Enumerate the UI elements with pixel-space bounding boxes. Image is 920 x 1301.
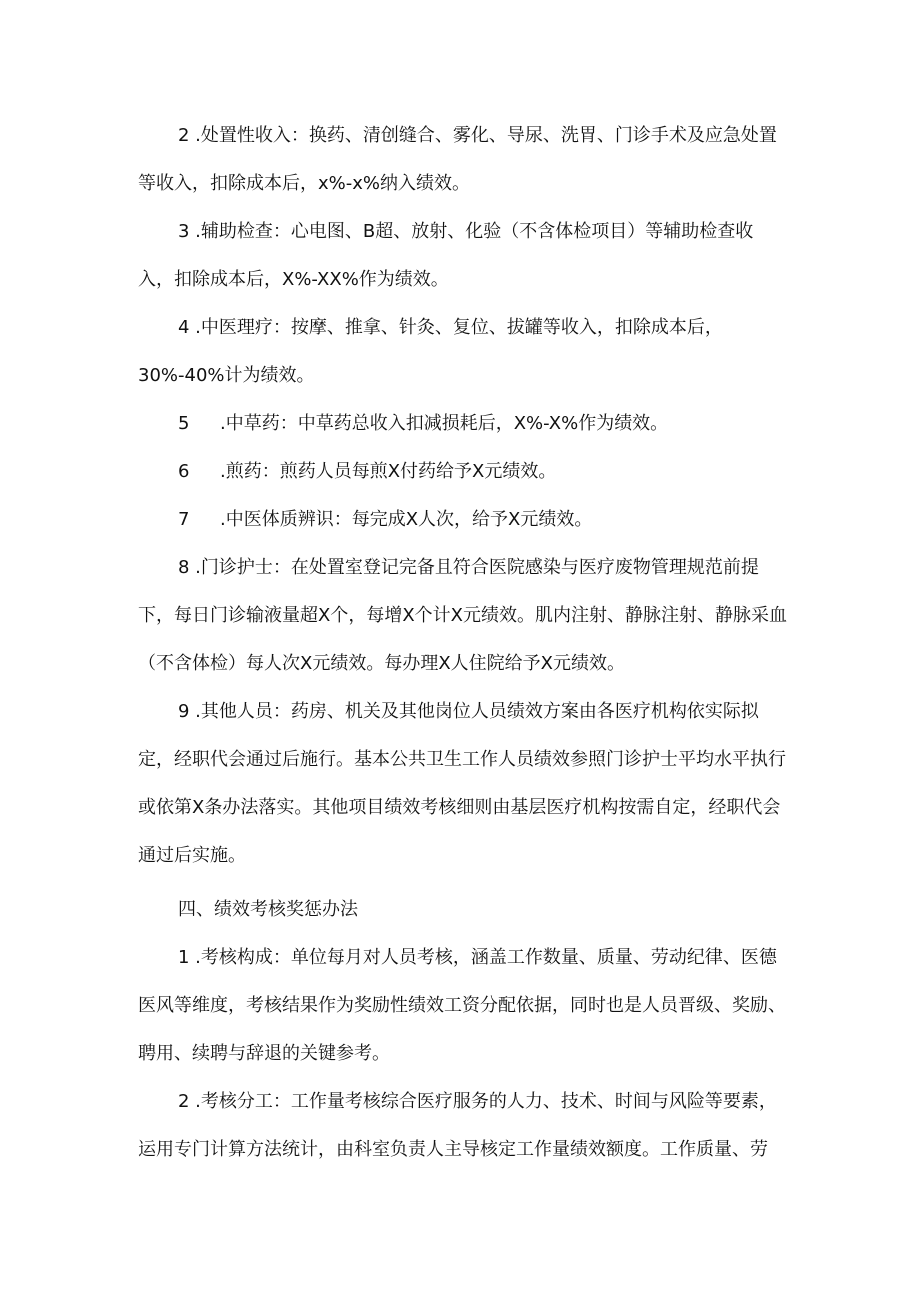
- list-item-7-constitution-identification: [178, 508, 592, 532]
- section-heading: 四、绩效考核奖惩办法: [178, 899, 358, 920]
- list-item-number: 7: [178, 509, 190, 530]
- list-item-5-herbal-medicine: [178, 412, 668, 436]
- paragraph-assessment-composition: 1 .考核构成：单位每月对人员考核，涵盖工作数量、质量、劳动纪律、医德医风等维度，考核结果作为奖励性绩效工资分配依据，同时也是人员晋级、奖励、聘用、续聘与辞退的关键参考。: [138, 947, 786, 1064]
- list-item-text: .煎药：煎药人员每煎X付药给予X元绩效。: [220, 461, 557, 482]
- paragraph-assessment-division: 2 .考核分工：工作量考核综合医疗服务的人力、技术、时间与风险等要素，运用专门计算方法统计，由科室负责人主导核定工作量绩效额度。工作质量、劳: [138, 1091, 777, 1160]
- list-item-number: 6: [178, 461, 190, 482]
- list-item-text: .中医体质辨识：每完成X人次，给予X元绩效。: [220, 509, 593, 530]
- paragraph-item-2-disposal-income: 2 .处置性收入：换药、清创缝合、雾化、导尿、洗胃、门诊手术及应急处置等收入，扣除成本后，x%-x%纳入绩效。: [138, 125, 777, 194]
- paragraph-item-8-outpatient-nurse: 8 .门诊护士：在处置室登记完备且符合医院感染与医疗废物管理规范前提下，每日门诊输液量超X个，每增X个计X元绩效。肌内注射、静脉注射、静脉采血（不含体检）每人次X元绩效。每办理X人住院给予X元绩效。: [138, 557, 787, 674]
- list-item-6-decoction: [178, 460, 556, 484]
- paragraph-item-9-other-staff: 9 .其他人员：药房、机关及其他岗位人员绩效方案由各医疗机构依实际拟定，经职代会通过后施行。基本公共卫生工作人员绩效参照门诊护士平均水平执行或依第X条办法落实。其他项目绩效考核细则由基层医疗机构按需自定，经职代会通过后实施。: [138, 701, 786, 866]
- paragraph-item-3-auxiliary-exam: 3 .辅助检查：心电图、B超、放射、化验（不含体检项目）等辅助检查收入，扣除成本后，X%-XX%作为绩效。: [138, 221, 754, 290]
- list-item-number: 5: [178, 413, 190, 434]
- list-item-text: .中草药：中草药总收入扣减损耗后，X%-X%作为绩效。: [220, 413, 669, 434]
- paragraph-item-4-tcm-therapy: 4 .中医理疗：按摩、推拿、针灸、复位、拔罐等收入，扣除成本后，30%-40%计为绩效。: [138, 317, 723, 386]
